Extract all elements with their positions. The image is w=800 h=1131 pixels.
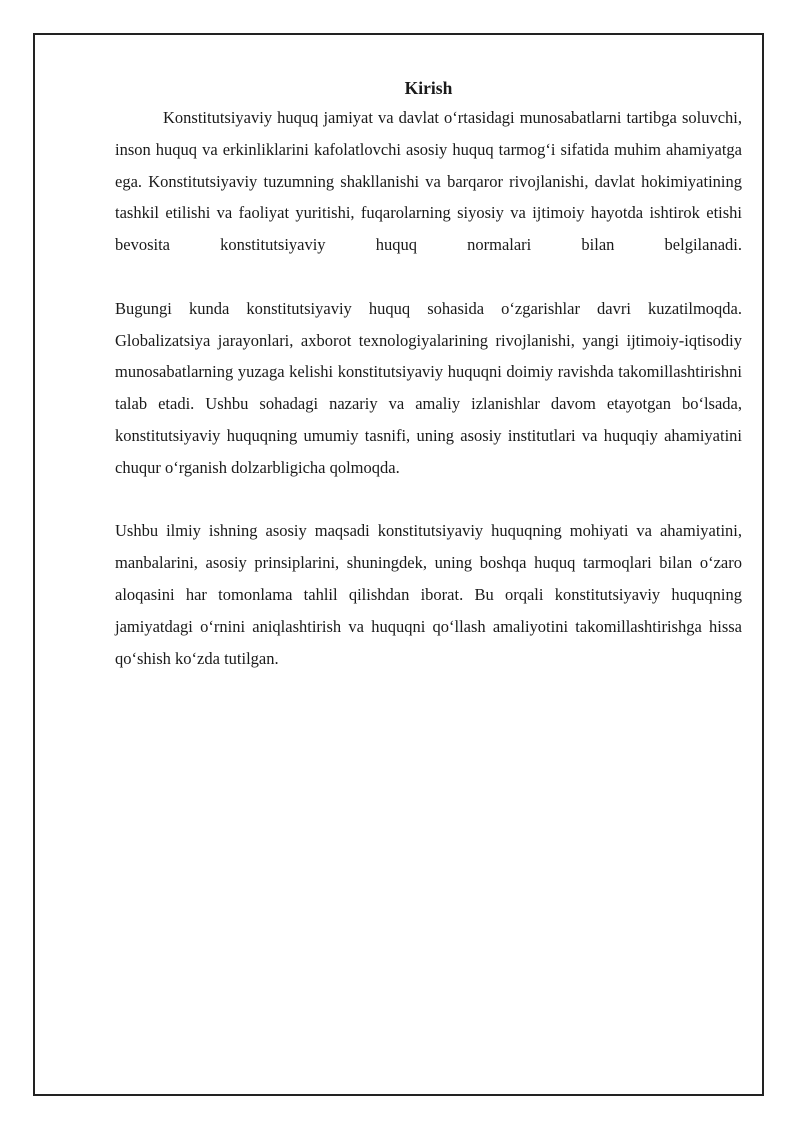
paragraph-gap	[115, 261, 742, 293]
paragraph-2: Bugungi kunda konstitutsiyaviy huquq sohasida o‘zgarishlar davri kuzatilmoqda. Globalizatsiya jarayonlari, axborot texnologiyalarining rivojlanishi, yangi ijtimoiy-iqtisodiy munosabatlarning yuzaga kelishi konstitutsiyaviy huquqni doimiy ravishda takomillashtirishni talab etadi. Ushbu sohadagi nazariy va amaliy izlanishlar davom etayotgan bo‘lsada, konstitutsiyaviy huquqning umumiy tasnifi, uning asosiy institutlari va huquqiy ahamiyatini chuqur o‘rganish dolzarbligicha qolmoqda.	[115, 298, 742, 477]
document-body	[115, 74, 742, 674]
paragraph-1: Konstitutsiyaviy huquq jamiyat va davlat o‘rtasidagi munosabatlarni tartibga soluvchi, inson huquq va erkinliklarini kafolatlovchi asosiy huquq tarmog‘i sifatida muhim ahamiyatga ega. Konstitutsiyaviy tuzumning shakllanishi va barqaror rivojlanishi, davlat hokimiyatining tashkil etilishi va faoliyat yuritishi, fuqarolarning siyosiy va ijtimoiy hayotda ishtirok etishi bevosita konstitutsiyaviy huquq normalari bilan belgilanadi.	[115, 108, 742, 255]
paragraph-3: Ushbu ilmiy ishning asosiy maqsadi konstitutsiyaviy huquqning mohiyati va ahamiyatini, manbalarini, asosiy prinsiplarini, shuningdek, uning boshqa huquq tarmoqlari bilan o‘zaro aloqasini har tomonlama tahlil qilishdan iborat. Bu orqali konstitutsiyaviy huquqning jamiyatdagi o‘rnini aniqlashtirish va huquqni qo‘llash amaliyotini takomillashtirishga hissa qo‘shish ko‘zda tutilgan.	[115, 521, 742, 668]
page-title: Kirish	[404, 78, 453, 98]
paragraph-gap	[115, 484, 742, 516]
